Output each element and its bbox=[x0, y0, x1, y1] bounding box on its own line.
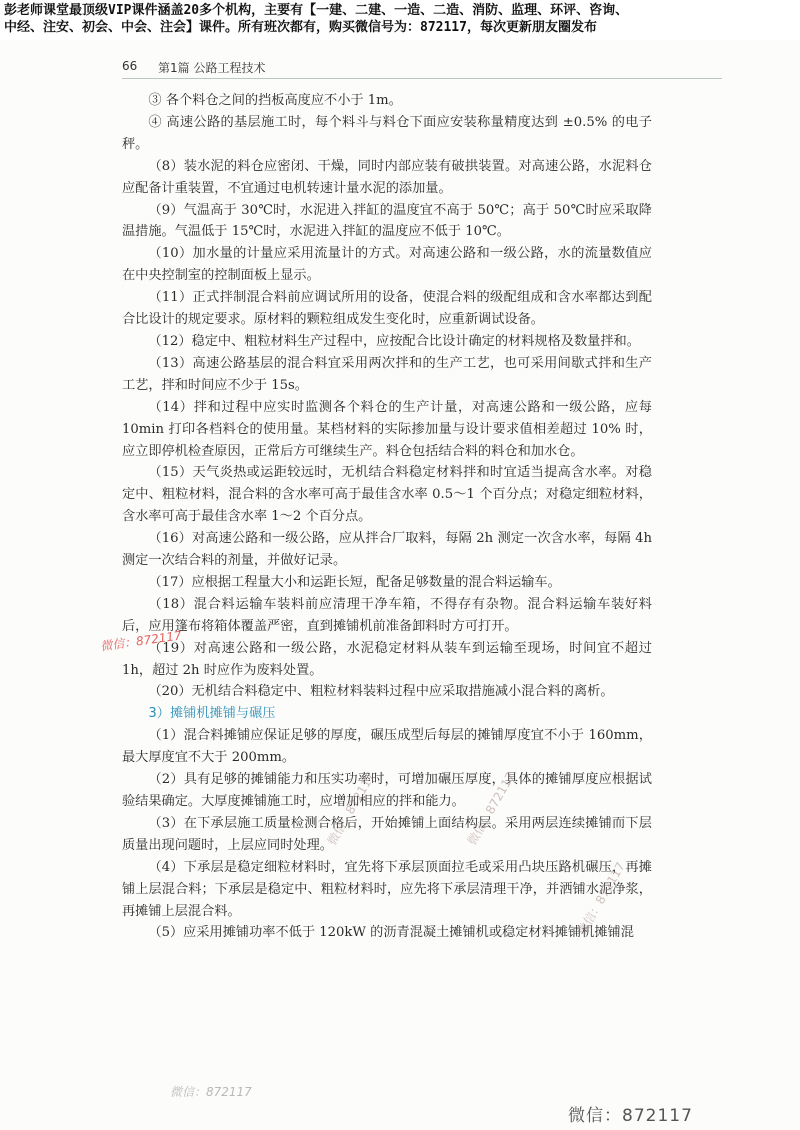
paragraph: （17）应根据工程量大小和运距长短，配备足够数量的混合料运输车。 bbox=[148, 574, 561, 590]
banner-line-2: 中经、注安、初会、中会、注会】课件。所有班次都有，购买微信号为：872117，每次更新朋友圈发布 bbox=[4, 20, 597, 35]
running-header bbox=[122, 56, 722, 79]
paragraph: （5）应采用摊铺功率不低于 120kW 的沥青混凝土摊铺机或稳定材料摊铺机摊铺混 bbox=[148, 925, 634, 941]
watermark-gray: 微信：872117 bbox=[170, 1085, 252, 1099]
banner-line-1: 彭老师课堂最顶级VIP课件涵盖20多个机构，主要有【一建、二建、一造、二造、消防、监理、环评、咨询、 bbox=[4, 3, 629, 18]
watermark-red: 微信：872117 bbox=[99, 628, 183, 654]
watermark-faint: 微信：872117 bbox=[324, 769, 378, 848]
paragraph: （9）气温高于 30℃时，水泥进入拌缸的温度宜不高于 50℃；高于 50℃时应采取降温措施。气温低于 15℃时，水泥进入拌缸的温度应不低于 10℃。 bbox=[122, 202, 652, 240]
paragraph: （12）稳定中、粗粒材料生产过程中，应按配合比设计确定的材料规格及数量拌和。 bbox=[148, 333, 640, 349]
paragraph: （2）具有足够的摊铺能力和压实功率时，可增加碾压厚度，具体的摊铺厚度应根据试验结果确定。大厚度摊铺施工时，应增加相应的拌和能力。 bbox=[122, 772, 652, 809]
paragraph: （1）混合料摊铺应保证足够的厚度，碾压成型后每层的摊铺厚度宜不小于 160mm，最大厚度宜不大于 200mm。 bbox=[122, 728, 652, 766]
paragraph: （4）下承层是稳定细粒材料时，宜先将下承层顶面拉毛或采用凸块压路机碾压，再摊铺上层混合料；下承层是稳定中、粗粒材料时，应先将下承层清理干净，并洒铺水泥净浆，再摊铺上层混合料。 bbox=[122, 859, 652, 919]
paragraph: （10）加水量的计量应采用流量计的方式。对高速公路和一级公路，水的流量数值应在中央控制室的控制面板上显示。 bbox=[122, 246, 652, 284]
subheading: 3）摊铺机摊铺与碾压 bbox=[148, 706, 276, 722]
paragraph: ③ 各个料仓之间的挡板高度应不小于 1m。 bbox=[148, 93, 402, 108]
page-number: 66 bbox=[122, 59, 138, 73]
section-title: 第1篇 公路工程技术 bbox=[158, 61, 266, 75]
promo-banner bbox=[0, 0, 800, 40]
paragraph: （11）正式拌制混合料前应调试所用的设备，使混合料的级配组成和含水率都达到配合比设计的规定要求。原材料的颗粒组成发生变化时，应重新调试设备。 bbox=[122, 290, 652, 328]
body-text bbox=[122, 90, 652, 944]
paragraph: ④ 高速公路的基层施工时，每个料斗与料仓下面应安装称量精度达到 ±0.5% 的电子秤。 bbox=[122, 114, 652, 152]
watermark-faint: 微信：872117 bbox=[464, 769, 518, 848]
paragraph: （14）拌和过程中应实时监测各个料仓的生产计量，对高速公路和一级公路，应每 10min 打印各档料仓的使用量。某档材料的实际掺加量与设计要求值相差超过 10% 时，应立即停机检查原因，正常后方可继续生产。料仓包括结合料的料仓和加水仓。 bbox=[122, 399, 652, 459]
paragraph: （3）在下承层施工质量检测合格后，开始摊铺上面结构层。采用两层连续摊铺而下层质量出现问题时，上层应同时处理。 bbox=[122, 815, 652, 853]
paragraph: （20）无机结合料稳定中、粗粒材料装料过程中应采取措施减小混合料的离析。 bbox=[148, 684, 614, 700]
watermark-bottom-right: 微信：872117 bbox=[568, 1106, 693, 1126]
paragraph: （8）装水泥的料仓应密闭、干燥，同时内部应装有破拱装置。对高速公路，水泥料仓应配备计重装置，不宜通过电机转速计量水泥的添加量。 bbox=[122, 158, 652, 196]
watermark-faint: 微信：872117 bbox=[574, 859, 628, 938]
paragraph: （19）对高速公路和一级公路，水泥稳定材料从装车到运输至现场，时间宜不超过 1h，超过 2h 时应作为废料处置。 bbox=[122, 640, 652, 678]
paragraph: （15）天气炎热或运距较远时，无机结合料稳定材料拌和时宜适当提高含水率。对稳定中、粗粒材料，混合料的含水率可高于最佳含水率 0.5～1 个百分点；对稳定细粒材料，含水率可高于最佳含水率 1～2 个百分点。 bbox=[122, 465, 652, 525]
paragraph: （18）混合料运输车装料前应清理干净车箱，不得存有杂物。混合料运输车装好料后，应用篷布将箱体覆盖严密，直到摊铺机前准备卸料时方可打开。 bbox=[122, 596, 652, 634]
paragraph: （16）对高速公路和一级公路，应从拌合厂取料，每隔 2h 测定一次含水率，每隔 4h 测定一次结合料的剂量，并做好记录。 bbox=[122, 531, 652, 569]
paragraph: （13）高速公路基层的混合料宜采用两次拌和的生产工艺，也可采用间歇式拌和生产工艺，拌和时间应不少于 15s。 bbox=[122, 355, 652, 393]
